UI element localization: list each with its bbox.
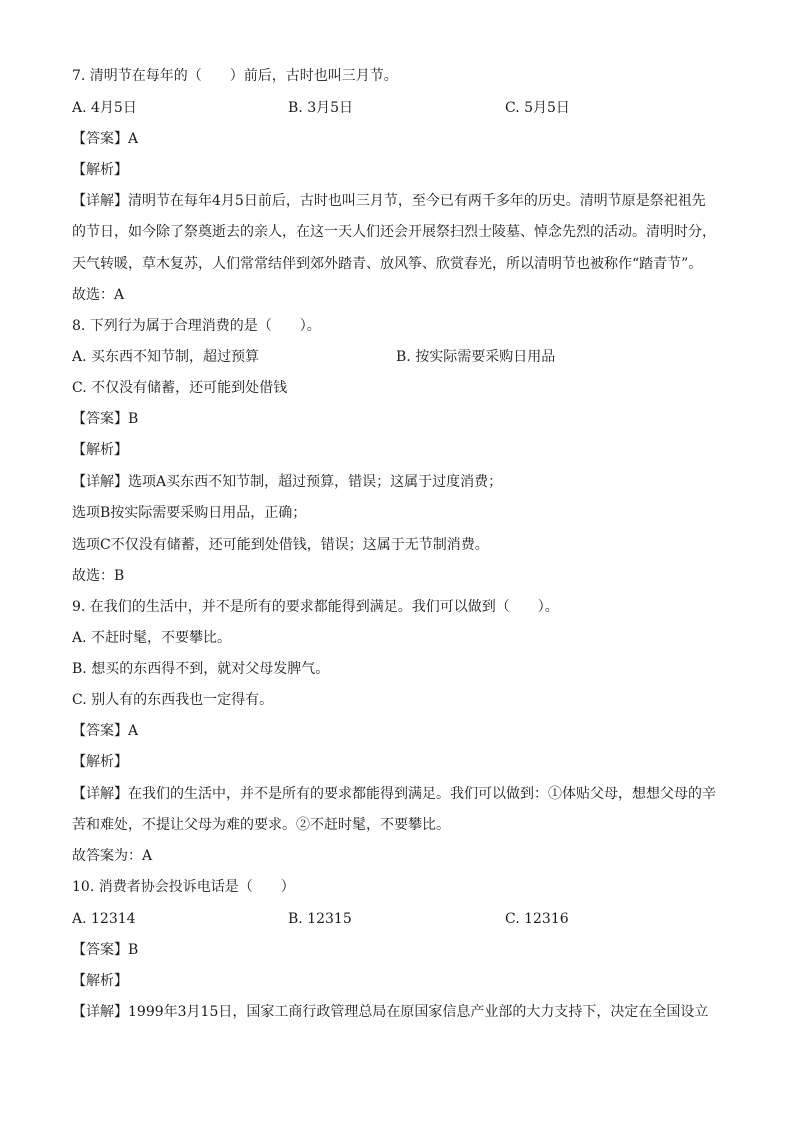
q10-option-c: C. 12316 — [505, 911, 569, 927]
q7-detail-line-2: 的节日，如今除了祭奠逝去的亲人，在这一天人们还会开展祭扫烈士陵墓、悼念先烈的活动。清明时分， — [72, 224, 716, 240]
q8-detail-line-2: 选项B按实际需要采购日用品，正确； — [72, 505, 307, 521]
q10-detail-line-1: 【详解】1999年3月15日，国家工商行政管理总局在原国家信息产业部的大力支持下，决定在全国设立 — [72, 1004, 709, 1020]
q7-detail-line-3: 天气转暖，草木复苏，人们常常结伴到郊外踏青、放风筝、欣赏春光，所以清明节也被称作“踏青节”。 — [72, 256, 703, 272]
q10-option-b: B. 12315 — [288, 911, 352, 927]
q7-answer: 【答案】A — [72, 131, 139, 147]
q8-option-a: A. 买东西不知节制，超过预算 — [72, 349, 260, 365]
q7-option-b: B. 3月5日 — [288, 100, 354, 116]
q8-choice: 故选：B — [72, 568, 125, 584]
q9-option-a: A. 不赶时髦，不要攀比。 — [72, 630, 232, 646]
q7-question: 7. 清明节在每年的（ ）前后，古时也叫三月节。 — [72, 68, 398, 84]
q8-analysis-label: 【解析】 — [72, 442, 128, 458]
q7-choice: 故选：A — [72, 287, 125, 303]
q9-analysis-label: 【解析】 — [72, 754, 128, 770]
q8-option-c: C. 不仅没有储蓄，还可能到处借钱 — [72, 380, 288, 396]
q9-answer: 【答案】A — [72, 723, 139, 739]
q7-option-c: C. 5月5日 — [505, 100, 570, 116]
q8-detail-line-1: 【详解】选项A买东西不知节制，超过预算，错误；这属于过度消费； — [72, 474, 503, 490]
q7-detail-line-1: 【详解】清明节在每年4月5日前后，古时也叫三月节，至今已有两千多年的历史。清明节原是祭祀祖先 — [72, 193, 706, 209]
q8-question: 8. 下列行为属于合理消费的是（ ）。 — [72, 318, 321, 334]
q7-option-a: A. 4月5日 — [72, 100, 137, 116]
q8-answer: 【答案】B — [72, 411, 139, 427]
q10-question: 10. 消费者协会投诉电话是（ ） — [72, 879, 295, 895]
q9-option-b: B. 想买的东西得不到，就对父母发脾气。 — [72, 661, 330, 677]
q9-choice: 故答案为：A — [72, 848, 153, 864]
q10-answer: 【答案】B — [72, 942, 139, 958]
q10-analysis-label: 【解析】 — [72, 973, 128, 989]
q8-option-b: B. 按实际需要采购日用品 — [396, 349, 556, 365]
q9-question: 9. 在我们的生活中，并不是所有的要求都能得到满足。我们可以做到（ ）。 — [72, 599, 559, 615]
q7-analysis-label: 【解析】 — [72, 162, 128, 178]
q8-detail-line-3: 选项C不仅没有储蓄，还可能到处借钱，错误；这属于无节制消费。 — [72, 537, 489, 553]
q9-detail-line-1: 【详解】在我们的生活中，并不是所有的要求都能得到满足。我们可以做到：①体贴父母，想想父母的辛 — [72, 786, 716, 802]
q9-detail-line-2: 苦和难处，不提让父母为难的要求。②不赶时髦，不要攀比。 — [72, 817, 450, 833]
q9-option-c: C. 别人有的东西我也一定得有。 — [72, 692, 274, 708]
q10-option-a: A. 12314 — [72, 911, 136, 927]
